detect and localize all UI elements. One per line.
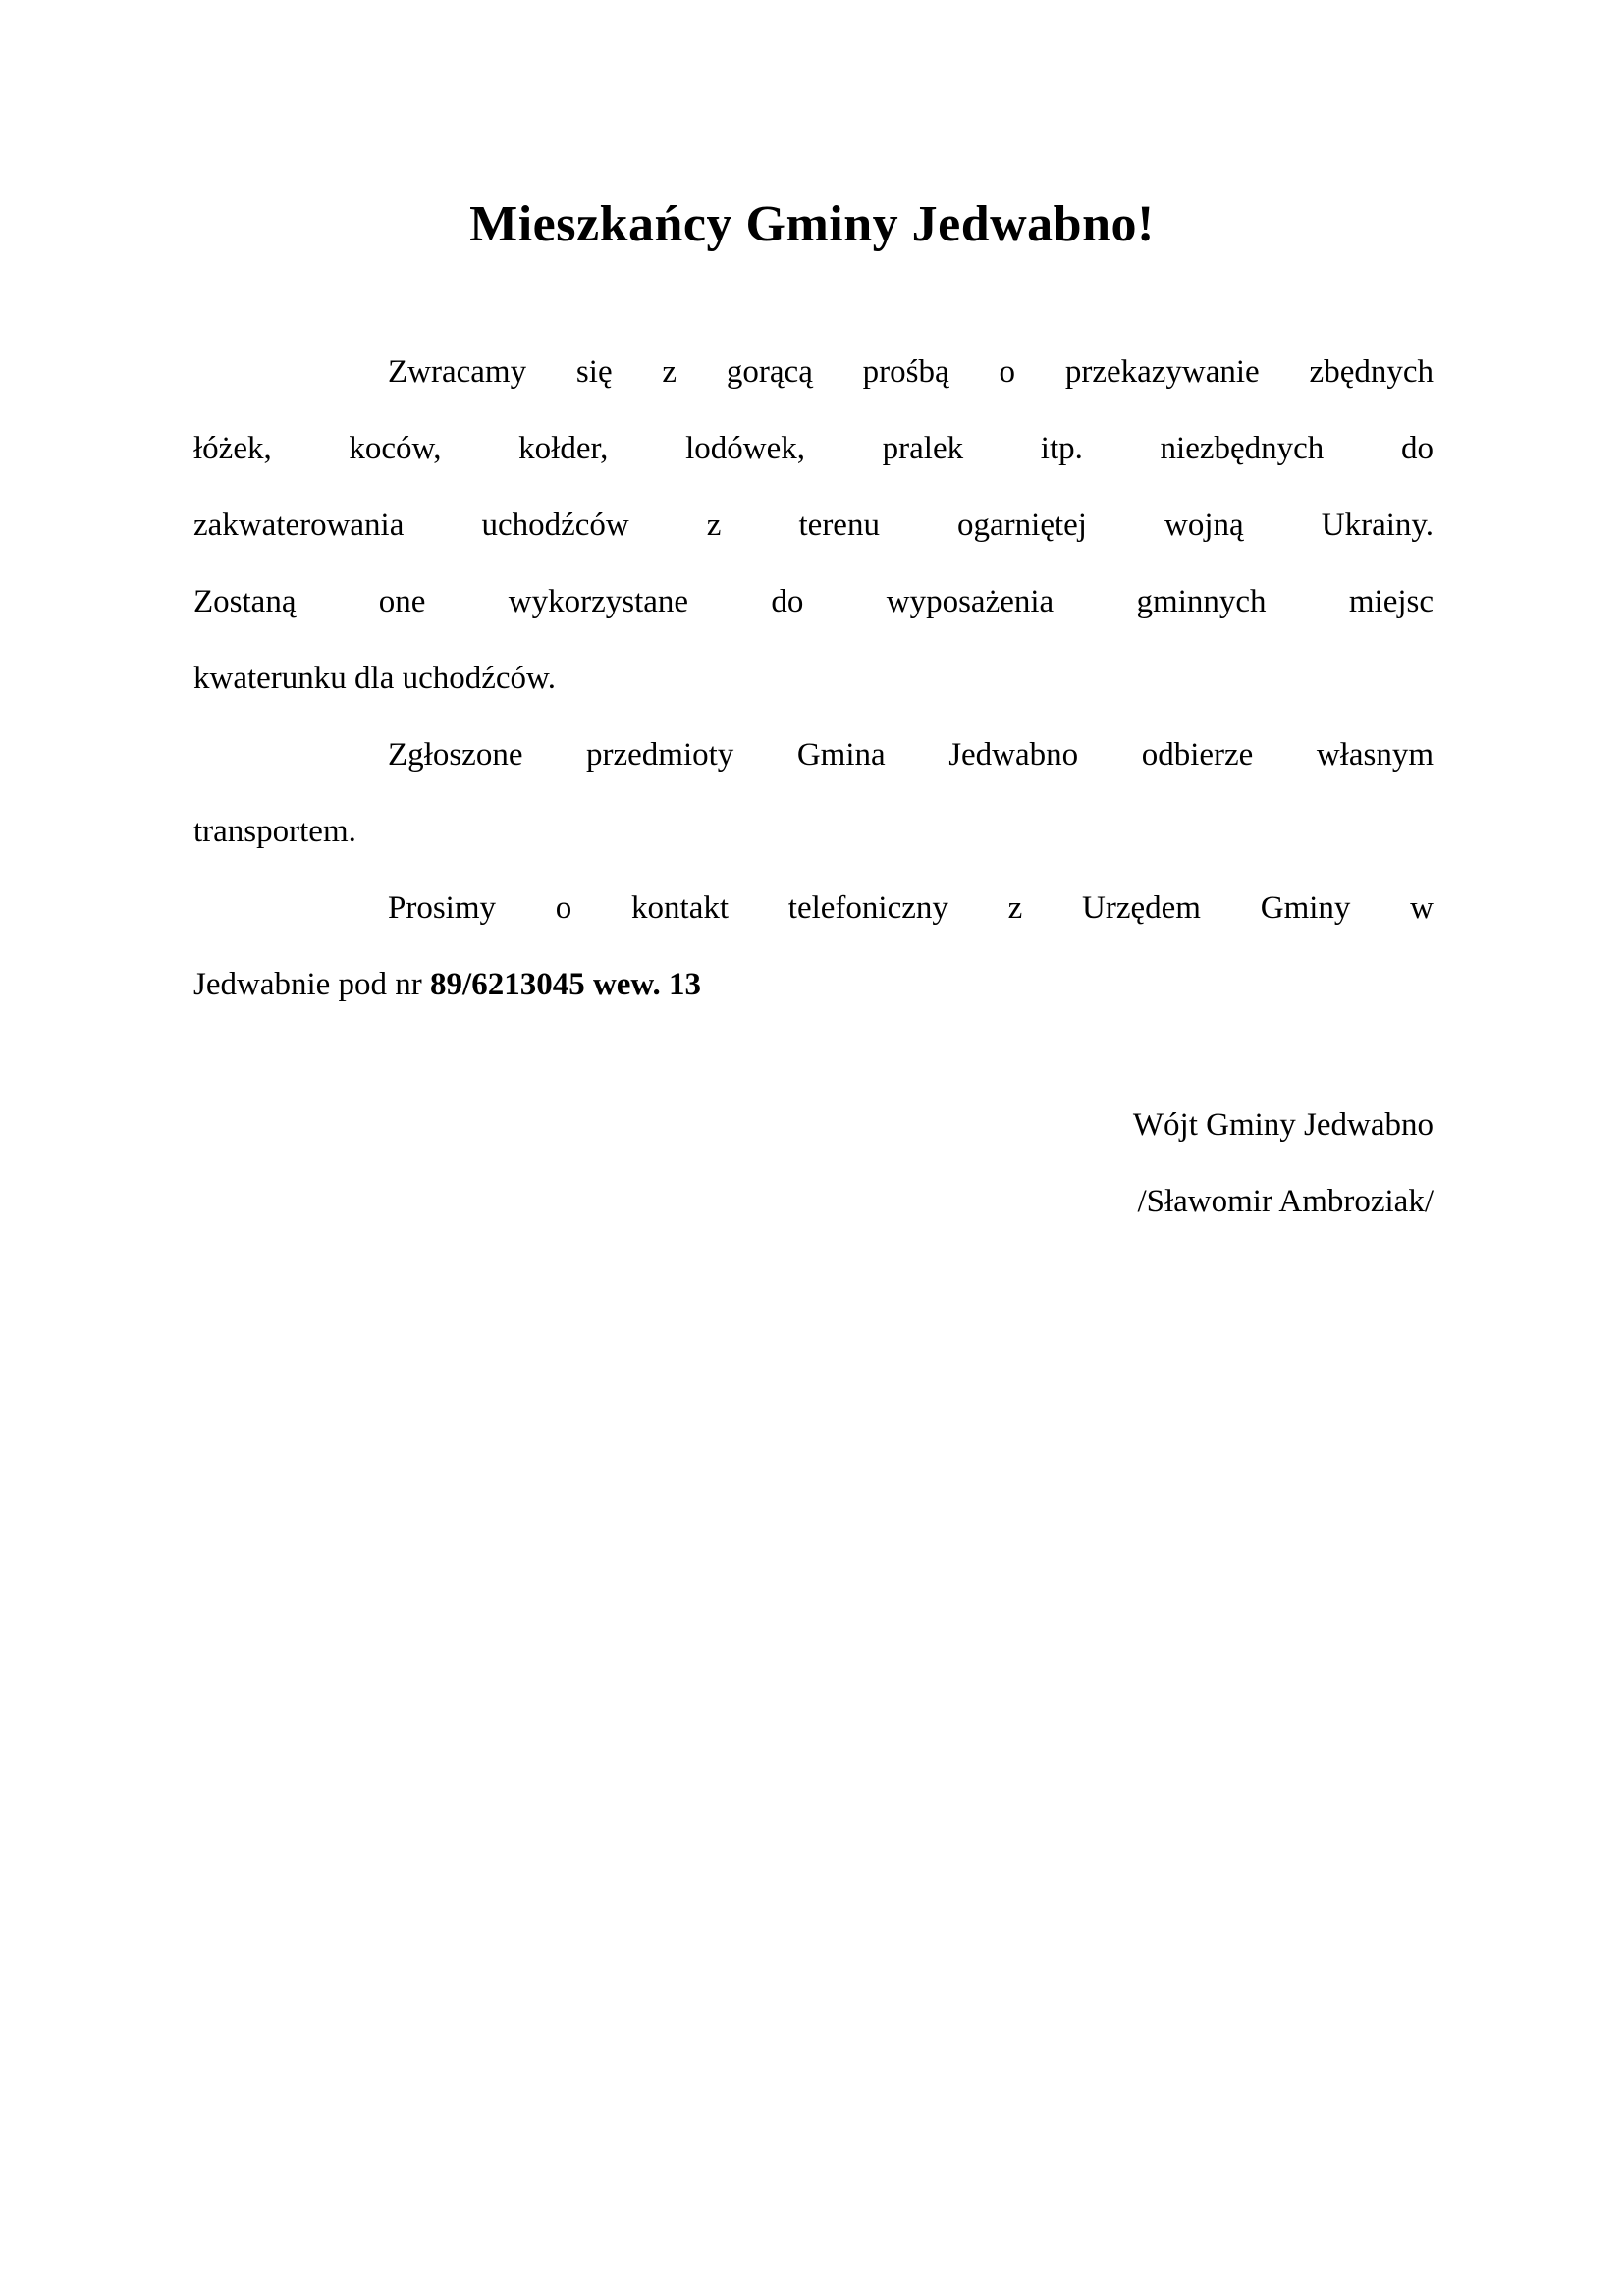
document-body bbox=[193, 334, 1434, 1240]
text-line: Zgłoszone przedmioty Gmina Jedwabno odbierze własnym bbox=[388, 737, 1434, 773]
text-line: kwaterunku dla uchodźców. bbox=[193, 661, 556, 696]
text-line: łóżek, koców, kołder, lodówek, pralek itp. niezbędnych do bbox=[193, 431, 1434, 466]
contact-text: Jedwabnie pod nr bbox=[193, 967, 431, 1002]
signature-block bbox=[193, 1087, 1434, 1240]
text-line: transportem. bbox=[193, 814, 356, 849]
document-title: Mieszkańcy Gminy Jedwabno! bbox=[469, 196, 1155, 252]
paragraph-2 bbox=[193, 717, 1434, 870]
text-line: zakwaterowania uchodźców z terenu ogarniętej wojną Ukrainy. bbox=[193, 507, 1434, 543]
text-line bbox=[193, 946, 1434, 1023]
paragraph-3 bbox=[193, 870, 1434, 1023]
text-line: Prosimy o kontakt telefoniczny z Urzędem Gminy w bbox=[388, 890, 1434, 926]
text-line: Zwracamy się z gorącą prośbą o przekazywanie zbędnych bbox=[388, 354, 1434, 390]
phone-number: 89/6213045 wew. 13 bbox=[430, 967, 701, 1002]
signature-role: Wójt Gminy Jedwabno bbox=[1132, 1107, 1434, 1143]
text-line: Zostaną one wykorzystane do wyposażenia gminnych miejsc bbox=[193, 584, 1434, 619]
paragraph-1 bbox=[193, 334, 1434, 717]
signature-name: /Sławomir Ambroziak/ bbox=[1137, 1184, 1434, 1219]
